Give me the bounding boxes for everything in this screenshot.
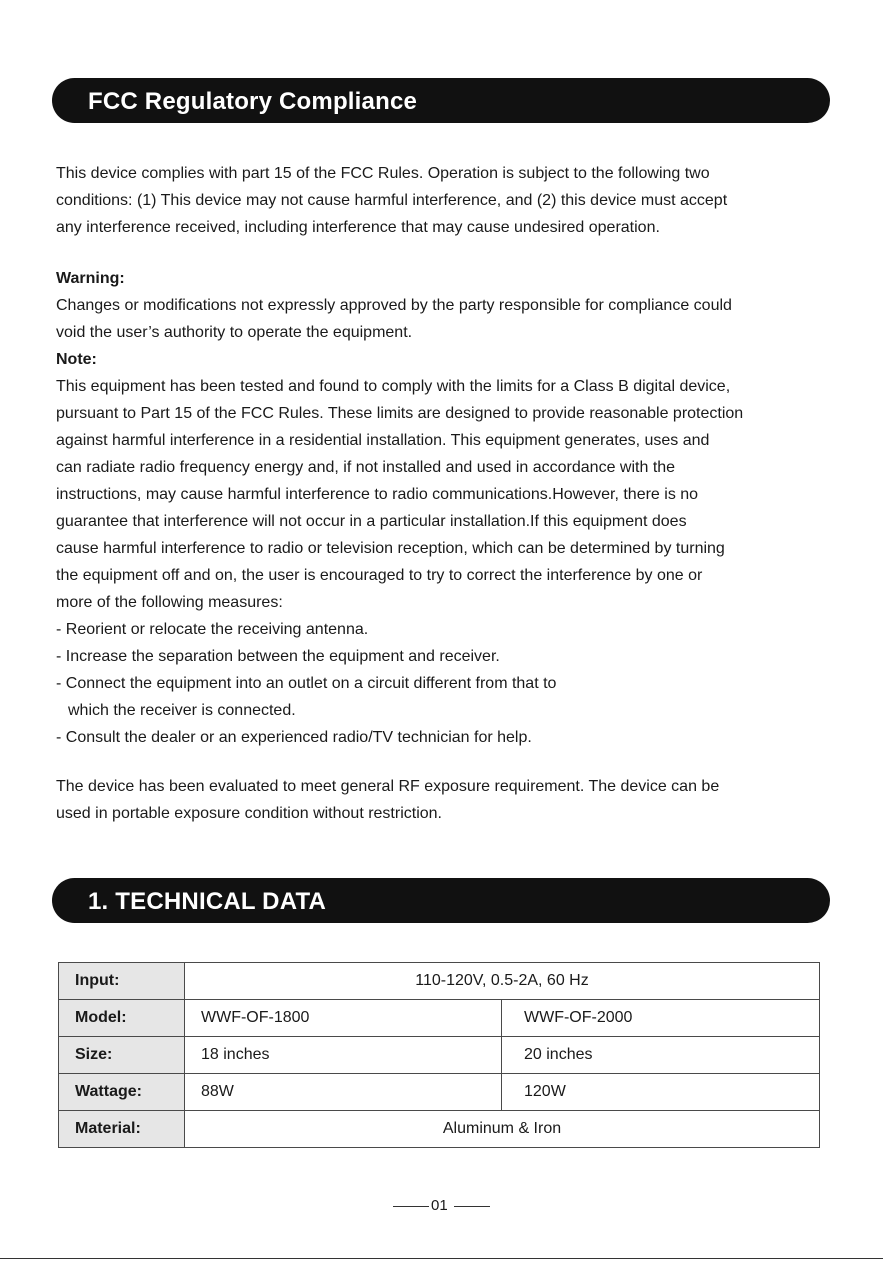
note-line: instructions, may cause harmful interference to radio communications.However, there is no xyxy=(56,486,699,503)
row-label: Wattage: xyxy=(59,1074,185,1111)
fcc-body xyxy=(56,265,826,751)
table-row xyxy=(59,1037,820,1074)
note-line: can radiate radio frequency energy and, if not installed and used in accordance with the xyxy=(56,459,676,476)
cell-wattage-a: 88W xyxy=(185,1074,502,1111)
row-label: Size: xyxy=(59,1037,185,1074)
tech-title: 1. TECHNICAL DATA xyxy=(88,888,327,915)
rf-exposure-text xyxy=(56,773,826,827)
warning-line: Changes or modifications not expressly approved by the party responsible for compliance could xyxy=(56,297,732,314)
table-row xyxy=(59,1000,820,1037)
intro-line: This device complies with part 15 of the FCC Rules. Operation is subject to the following two xyxy=(56,165,710,182)
tech-header-bar xyxy=(52,878,830,923)
fcc-header-bar xyxy=(52,78,830,123)
intro-line: any interference received, including interference that may cause undesired operation. xyxy=(56,219,660,236)
measure-item: - Consult the dealer or an experienced radio/TV technician for help. xyxy=(56,729,532,746)
technical-data-table xyxy=(58,962,820,1148)
row-label: Model: xyxy=(59,1000,185,1037)
table-row xyxy=(59,1074,820,1111)
note-line: pursuant to Part 15 of the FCC Rules. These limits are designed to provide reasonable protection xyxy=(56,405,744,422)
note-label: Note: xyxy=(56,351,97,368)
page-footer xyxy=(0,1196,883,1216)
row-label: Input: xyxy=(59,963,185,1000)
measure-item-continued: which the receiver is connected. xyxy=(68,702,296,719)
note-line: guarantee that interference will not occur in a particular installation.If this equipment does xyxy=(56,513,687,530)
page-number: 01 xyxy=(431,1197,448,1214)
cell-size-b: 20 inches xyxy=(502,1037,820,1074)
cell-model-b: WWF-OF-2000 xyxy=(502,1000,820,1037)
note-line: more of the following measures: xyxy=(56,594,283,611)
row-label: Material: xyxy=(59,1111,185,1148)
note-line: This equipment has been tested and found to comply with the limits for a Class B digital device, xyxy=(56,378,731,395)
note-line: cause harmful interference to radio or television reception, which can be determined by turning xyxy=(56,540,725,557)
cell-size-a: 18 inches xyxy=(185,1037,502,1074)
measure-item: - Increase the separation between the equipment and receiver. xyxy=(56,648,500,665)
warning-label: Warning: xyxy=(56,270,125,287)
warning-line: void the user’s authority to operate the equipment. xyxy=(56,324,413,341)
intro-line: conditions: (1) This device may not cause harmful interference, and (2) this device must accept xyxy=(56,192,728,209)
table-row xyxy=(59,963,820,1000)
fcc-title: FCC Regulatory Compliance xyxy=(88,88,418,115)
row-value: Aluminum & Iron xyxy=(185,1111,820,1148)
footer-rule-right xyxy=(454,1206,490,1207)
bottom-border-line xyxy=(0,1258,883,1259)
rf-line: used in portable exposure condition without restriction. xyxy=(56,805,442,822)
note-line: against harmful interference in a residential installation. This equipment generates, uses and xyxy=(56,432,710,449)
measure-item: - Reorient or relocate the receiving antenna. xyxy=(56,621,369,638)
row-value: 110-120V, 0.5-2A, 60 Hz xyxy=(185,963,820,1000)
rf-line: The device has been evaluated to meet general RF exposure requirement. The device can be xyxy=(56,778,720,795)
cell-model-a: WWF-OF-1800 xyxy=(185,1000,502,1037)
fcc-intro xyxy=(56,160,826,241)
cell-wattage-b: 120W xyxy=(502,1074,820,1111)
measure-item: - Connect the equipment into an outlet on a circuit different from that to xyxy=(56,675,557,692)
table-row xyxy=(59,1111,820,1148)
note-line: the equipment off and on, the user is encouraged to try to correct the interference by one or xyxy=(56,567,703,584)
footer-rule-left xyxy=(393,1206,429,1207)
